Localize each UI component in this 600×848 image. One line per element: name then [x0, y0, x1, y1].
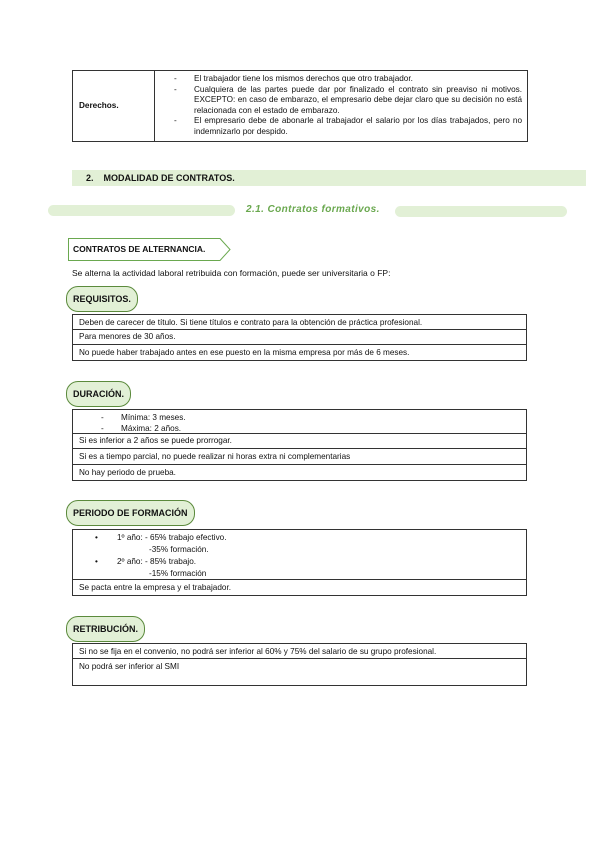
- periodo-badge: PERIODO DE FORMACIÓN: [66, 500, 195, 526]
- duracion-row: No hay periodo de prueba.: [72, 465, 527, 481]
- section-heading-band: [72, 170, 586, 186]
- retribucion-box: [72, 643, 527, 686]
- section-title: MODALIDAD DE CONTRATOS.: [103, 173, 235, 183]
- requisitos-row: Deben de carecer de título. Si tiene títulos e contrato para la obtención de práctica profesional.: [72, 314, 527, 330]
- periodo-year1: 1º año: - 65% trabajo efectivo.: [117, 533, 227, 542]
- periodo-year2-formacion: -15% formación: [149, 569, 207, 578]
- duracion-max: - Máxima: 2 años.: [101, 424, 182, 433]
- requisitos-row: No puede haber trabajado antes en ese puesto en la misma empresa por más de 6 meses.: [72, 345, 527, 361]
- derechos-item: - Cualquiera de las partes puede dar por finalizado el contrato sin preaviso ni motivos. EXCEPTO: en caso de embarazo, el empresario debe dejar claro que su decisión no está relacionada con el estado de embarazo.: [156, 85, 522, 117]
- duracion-box: [72, 409, 527, 481]
- duracion-limits: [72, 409, 527, 434]
- retribucion-badge: RETRIBUCIÓN.: [66, 616, 145, 642]
- subsection-right-bar: [395, 206, 567, 217]
- periodo-box: [72, 529, 527, 596]
- derechos-list: [156, 74, 522, 138]
- subsection-left-bar: [48, 205, 235, 216]
- duracion-row: Si es a tiempo parcial, no puede realizar ni horas extra ni complementarias: [72, 449, 527, 465]
- derechos-item: - El empresario debe de abonarle al trabajador el salario por los días trabajados, pero no indemnizarlo por despido.: [156, 116, 522, 137]
- periodo-footer: Se pacta entre la empresa y el trabajador.: [72, 580, 527, 596]
- alternancia-intro: Se alterna la actividad laboral retribuida con formación, puede ser universitaria o FP:: [72, 268, 391, 278]
- bullet-icon: •: [95, 533, 98, 542]
- subsection-title: 2.1. Contratos formativos.: [246, 204, 380, 215]
- derechos-table: [72, 70, 528, 142]
- section-number: 2.: [86, 173, 94, 183]
- periodo-year1-formacion: -35% formación.: [149, 545, 209, 554]
- requisitos-row: Para menores de 30 años.: [72, 330, 527, 345]
- duracion-min: - Mínima: 3 meses.: [101, 413, 186, 422]
- periodo-year2: 2º año: - 85% trabajo.: [117, 557, 197, 566]
- retribucion-row: No podrá ser inferior al SMI: [72, 659, 527, 686]
- derechos-label: Derechos.: [73, 71, 155, 142]
- retribucion-row: Si no se fija en el convenio, no podrá ser inferior al 60% y 75% del salario de su grupo profesional.: [72, 643, 527, 659]
- requisitos-badge: REQUISITOS.: [66, 286, 138, 312]
- section-heading: [86, 173, 235, 183]
- duracion-row: Si es inferior a 2 años se puede prorrogar.: [72, 434, 527, 449]
- derechos-item: - El trabajador tiene los mismos derechos que otro trabajador.: [156, 74, 522, 85]
- alternancia-heading-text: CONTRATOS DE ALTERNANCIA.: [73, 244, 206, 254]
- requisitos-box: [72, 314, 527, 361]
- periodo-years: [72, 529, 527, 580]
- bullet-icon: •: [95, 557, 98, 566]
- duracion-badge: DURACIÓN.: [66, 381, 131, 407]
